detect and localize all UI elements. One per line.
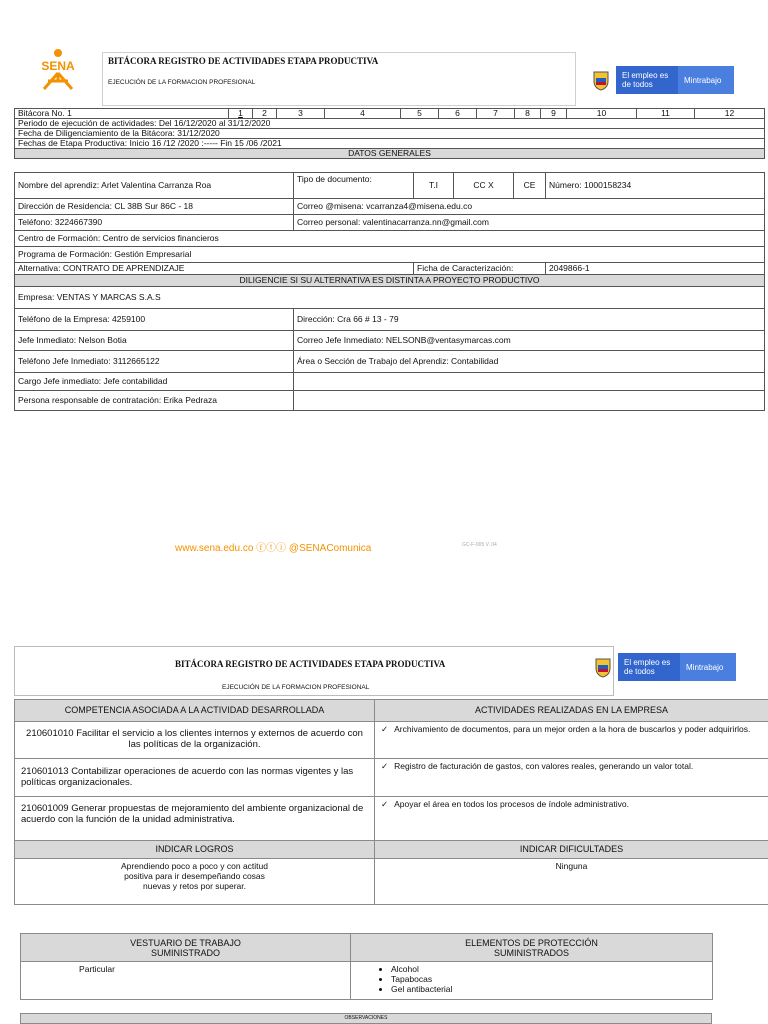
- jefe-field: Jefe Inmediato: Nelson Botia: [15, 331, 294, 351]
- bitacora-num-3: 3: [277, 109, 325, 119]
- bitacora-row: [15, 109, 765, 119]
- check-icon: ✓: [381, 799, 389, 809]
- fecha-diligenciamiento-field: Fecha de Diligenciamiento de la Bitácora: 31/12/2020: [15, 129, 765, 139]
- competencias-table: [14, 699, 768, 905]
- empresa-table: [14, 286, 765, 411]
- doc-ce: CE: [514, 173, 546, 199]
- bitacora-num-12: 12: [695, 109, 765, 119]
- proteccion-item: • Gel antibacterial: [391, 984, 706, 994]
- ficha-label: Ficha de Caracterización:: [414, 263, 546, 275]
- nombre-aprendiz-field: Nombre del aprendiz: Arlet Valentina Carranza Roa: [15, 173, 294, 199]
- datos-generales-header: DATOS GENERALES: [15, 149, 765, 159]
- gov-logo: [592, 66, 734, 94]
- bitacora-table: [14, 108, 765, 159]
- logros-header: INDICAR LOGROS: [15, 841, 375, 859]
- footer-website[interactable]: www.sena.edu.co ⓕⓣⓘ @SENAComunica: [175, 543, 372, 554]
- sena-logo-icon: [30, 48, 86, 90]
- check-icon: ✓: [381, 761, 389, 771]
- actividad-3: ✓ Apoyar el área en todos los procesos de índole administrativo.: [375, 797, 768, 841]
- actividad-2: ✓ Registro de facturación de gastos, con valores reales, generando un valor total.: [375, 759, 768, 797]
- persona-contratacion-empty: [294, 391, 765, 411]
- sena-logo: [30, 48, 86, 90]
- proteccion-header: ELEMENTOS DE PROTECCIÓN SUMINISTRADOS: [351, 934, 713, 962]
- bitacora-num-5: 5: [401, 109, 439, 119]
- logros-cell: [15, 859, 375, 905]
- diligencie-header: DILIGENCIE SI SU ALTERNATIVA ES DISTINTA A PROYECTO PRODUCTIVO: [15, 275, 765, 287]
- correo-jefe-field: Correo Jefe Inmediato: NELSONB@ventasymarcas.com: [294, 331, 765, 351]
- doc-ti: T.I: [414, 173, 454, 199]
- dificultades-text: Ninguna: [555, 861, 588, 871]
- empresa-field: Empresa: VENTAS Y MARCAS S.A.S: [15, 287, 765, 309]
- bitacora-label: Bitácora No. 1: [15, 109, 229, 119]
- bitacora-num-10: 10: [567, 109, 637, 119]
- logros-text: Aprendiendo poco a poco y con actitud positiva para ir desempeñando cosas nuevas y retos por superar.: [121, 861, 268, 891]
- page-title: BITÁCORA REGISTRO DE ACTIVIDADES ETAPA PRODUCTIVA: [108, 56, 379, 66]
- page-subtitle: EJECUCIÓN DE LA FORMACION PROFESIONAL: [108, 79, 256, 86]
- observaciones-header: OBSERVACIONES: [20, 1013, 712, 1024]
- page-title-2: BITÁCORA REGISTRO DE ACTIVIDADES ETAPA PRODUCTIVA: [175, 659, 446, 669]
- proteccion-item: • Tapabocas: [391, 974, 706, 984]
- competencia-3: 210601009 Generar propuestas de mejoramiento del ambiente organizacional de acuerdo con la función de la unidad administrativa.: [15, 797, 375, 841]
- datos-table: [14, 172, 765, 287]
- bitacora-num-4: 4: [325, 109, 401, 119]
- competencia-header: COMPETENCIA ASOCIADA A LA ACTIVIDAD DESARROLLADA: [15, 700, 375, 722]
- gov-ministry-2: Mintrabajo: [680, 653, 736, 681]
- page-subtitle-2: EJECUCIÓN DE LA FORMACION PROFESIONAL: [222, 684, 370, 691]
- persona-contratacion-field: Persona responsable de contratación: Erika Pedraza: [15, 391, 294, 411]
- bitacora-num-8: 8: [515, 109, 541, 119]
- telefono-field: Teléfono: 3224667390: [15, 215, 294, 231]
- telefono-jefe-field: Teléfono Jefe Inmediato: 3112665122: [15, 351, 294, 373]
- gov-logo-2: [594, 653, 736, 681]
- centro-field: Centro de Formación: Centro de servicios financieros: [15, 231, 765, 247]
- vestuario-table: [20, 933, 713, 1000]
- gov-label-2: El empleo es de todos: [618, 653, 680, 681]
- dificultades-cell: [375, 859, 768, 905]
- direccion-field: Dirección de Residencia: CL 38B Sur 86C - 18: [15, 199, 294, 215]
- svg-text:SENA: SENA: [41, 59, 75, 73]
- competencia-1: 210601010 Facilitar el servicio a los clientes internos y externos de acuerdo con las políticas de la organización.: [15, 722, 375, 759]
- vestuario-header: VESTUARIO DE TRABAJO SUMINISTRADO: [21, 934, 351, 962]
- tipo-documento-label: Tipo de documento:: [294, 173, 414, 199]
- bitacora-num-11: 11: [637, 109, 695, 119]
- bitacora-num-2: 2: [253, 109, 277, 119]
- bitacora-num-9: 9: [541, 109, 567, 119]
- correo-personal-field: Correo personal: valentinacarranza.nn@gmail.com: [294, 215, 765, 231]
- fechas-etapa-field: Fechas de Etapa Productiva: Inicio 16 /12 /2020 :----- Fin 15 /06 /2021: [15, 139, 765, 149]
- telefono-empresa-field: Teléfono de la Empresa: 4259100: [15, 309, 294, 331]
- gov-label: El empleo es de todos: [616, 66, 678, 94]
- proteccion-cell: [351, 962, 713, 1000]
- proteccion-list: [351, 964, 706, 994]
- ficha-value: 2049866-1: [546, 263, 765, 275]
- check-icon: ✓: [381, 724, 389, 734]
- colombia-shield-icon: [594, 656, 612, 678]
- cargo-jefe-empty: [294, 373, 765, 391]
- numero-documento: Número: 1000158234: [546, 173, 765, 199]
- competencia-2: 210601013 Contabilizar operaciones de acuerdo con las normas vigentes y las políticas organizacionales.: [15, 759, 375, 797]
- colombia-shield-icon: [592, 69, 610, 91]
- area-field: Área o Sección de Trabajo del Aprendiz: Contabilidad: [294, 351, 765, 373]
- actividades-header: ACTIVIDADES REALIZADAS EN LA EMPRESA: [375, 700, 768, 722]
- cargo-jefe-field: Cargo Jefe inmediato: Jefe contabilidad: [15, 373, 294, 391]
- doc-cc: CC X: [454, 173, 514, 199]
- footer-code: GC-F-005 V. 04: [462, 542, 497, 548]
- alternativa-field: Alternativa: CONTRATO DE APRENDIZAJE: [15, 263, 414, 275]
- dificultades-header: INDICAR DIFICULTADES: [375, 841, 768, 859]
- vestuario-value: Particular: [21, 962, 351, 1000]
- bitacora-num-1: 1: [229, 109, 253, 119]
- proteccion-item: • Alcohol: [391, 964, 706, 974]
- bitacora-num-7: 7: [477, 109, 515, 119]
- gov-ministry: Mintrabajo: [678, 66, 734, 94]
- direccion-empresa-field: Dirección: Cra 66 # 13 - 79: [294, 309, 765, 331]
- bitacora-num-6: 6: [439, 109, 477, 119]
- actividad-1: ✓ Archivamiento de documentos, para un mejor orden a la hora de buscarlos y poder adquirirlos.: [375, 722, 768, 759]
- correo-misena-field: Correo @misena: vcarranza4@misena.edu.co: [294, 199, 765, 215]
- programa-field: Programa de Formación: Gestión Empresarial: [15, 247, 765, 263]
- periodo-field: Periodo de ejecución de actividades: Del 16/12/2020 al 31/12/2020: [15, 119, 765, 129]
